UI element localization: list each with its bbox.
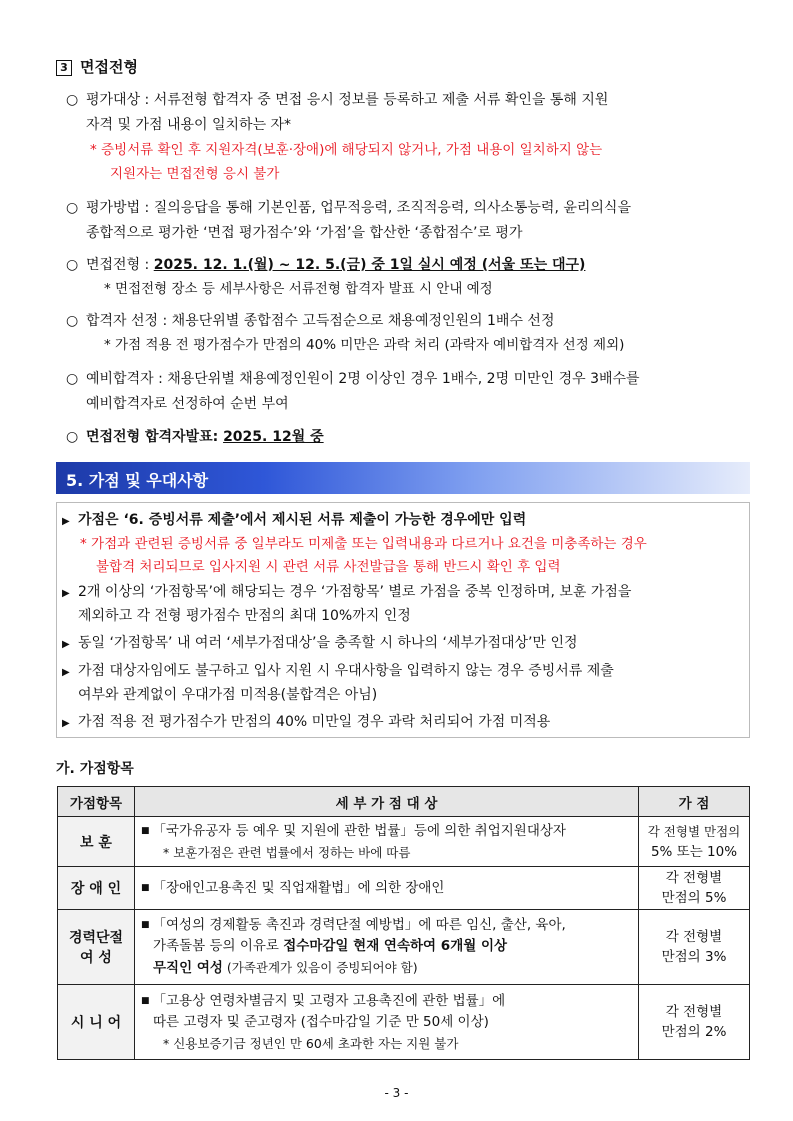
- rule-item: ▶ 가점 적용 전 평가점수가 만점의 40% 미만일 경우 과락 처리되어 가점 미적용: [62, 714, 551, 730]
- category-cell: 시 니 어: [58, 985, 135, 1060]
- list-item: ○ 평가대상 : 서류전형 합격자 중 면접 응시 정보를 등록하고 제출 서류 확인을 통해 지원: [66, 92, 609, 108]
- list-item: ○ 면접전형 합격자발표: 2025. 12월 중: [66, 429, 324, 445]
- category-cell: 경력단절 여 성: [58, 910, 135, 985]
- subsection-title: 가. 가점항목: [56, 761, 134, 777]
- list-item-cont: 자격 및 가점 내용이 일치하는 자*: [86, 117, 292, 133]
- list-item: ○ 평가방법 : 질의응답을 통해 기본인품, 업무적응력, 조직적응력, 의사소통능력, 윤리의식을: [66, 200, 631, 216]
- detail-cell: ■ 「장애인고용촉진 및 직업재활법」에 의한 장애인: [135, 867, 639, 910]
- list-item: ○ 합격자 선정 : 채용단위별 종합점수 고득점순으로 채용예정인원의 1배수 선정: [66, 313, 555, 329]
- points-cell: 각 전형별 만점의 5% 또는 10%: [639, 817, 750, 867]
- detail-cell: ■ 「고용상 연령차별금지 및 고령자 고용촉진에 관한 법률」에 따른 고령자 및 준고령자 (접수마감일 기준 만 50세 이상) * 신용보증기금 정년인 만 60세 초과한 자는 지원 불가: [135, 985, 639, 1060]
- section-number-box: 3: [56, 60, 72, 76]
- header-points: 가 점: [639, 787, 750, 817]
- note: * 가점 적용 전 평가점수가 만점의 40% 미만은 과락 처리 (과락자 예비합격자 선정 제외): [104, 337, 625, 353]
- table-header-row: [58, 787, 750, 817]
- rule-item: ▶ 가점 대상자임에도 불구하고 입사 지원 시 우대사항을 입력하지 않는 경우 증빙서류 제출: [62, 663, 614, 679]
- section-5-title: 5. 가점 및 우대사항: [66, 471, 209, 490]
- section-3-heading: [56, 56, 138, 77]
- page-number: - 3 -: [384, 1086, 409, 1100]
- header-detail: 세 부 가 점 대 상: [135, 787, 639, 817]
- table-row: [58, 985, 750, 1060]
- points-cell: 각 전형별 만점의 5%: [639, 867, 750, 910]
- rule-note: * 가점과 관련된 증빙서류 중 일부라도 미제출 또는 입력내용과 다르거나 요건을 미충족하는 경우: [80, 536, 647, 552]
- category-cell: 장 애 인: [58, 867, 135, 910]
- table-row: [58, 817, 750, 867]
- table-row: [58, 867, 750, 910]
- list-item-cont: 예비합격자로 선정하여 순번 부여: [86, 396, 289, 412]
- rule-item-cont: 제외하고 각 전형 평가점수 만점의 최대 10%까지 인정: [78, 608, 411, 624]
- interview-date: 2025. 12. 1.(월) ~ 12. 5.(금) 중 1일 실시 예정 (서울 또는 대구): [153, 257, 586, 273]
- table-row: [58, 910, 750, 985]
- rule-item: ▶ 동일 ‘가점항목’ 내 여러 ‘세부가점대상’을 충족할 시 하나의 ‘세부가점대상’만 인정: [62, 635, 578, 651]
- note-cont: 지원자는 면접전형 응시 불가: [110, 166, 280, 182]
- list-item: ○ 면접전형 : 2025. 12. 1.(월) ~ 12. 5.(금) 중 1일 실시 예정 (서울 또는 대구): [66, 257, 586, 273]
- points-cell: 각 전형별 만점의 2%: [639, 985, 750, 1060]
- section-5-banner: [56, 462, 750, 494]
- rule-item-cont: 여부와 관계없이 우대가점 미적용(불합격은 아님): [78, 687, 378, 703]
- category-cell: 보 훈: [58, 817, 135, 867]
- rule-item: ▶ 가점은 ‘6. 증빙서류 제출’에서 제시된 서류 제출이 가능한 경우에만 입력: [62, 512, 527, 528]
- list-item-cont: 종합적으로 평가한 ‘면접 평가점수’와 ‘가점’을 합산한 ‘종합점수’로 평가: [86, 225, 523, 241]
- note: * 증빙서류 확인 후 지원자격(보훈·장애)에 해당되지 않거나, 가점 내용이 일치하지 않는: [90, 142, 603, 158]
- rule-item: ▶ 2개 이상의 ‘가점항목’에 해당되는 경우 ‘가점항목’ 별로 가점을 중복 인정하며, 보훈 가점을: [62, 584, 632, 600]
- header-category: 가점항목: [58, 787, 135, 817]
- detail-cell: ■ 「국가유공자 등 예우 및 지원에 관한 법률」등에 의한 취업지원대상자 * 보훈가점은 관련 법률에서 정하는 바에 따름: [135, 817, 639, 867]
- points-cell: 각 전형별 만점의 3%: [639, 910, 750, 985]
- rule-note-cont: 불합격 처리되므로 입사지원 시 관련 서류 사전발급을 통해 반드시 확인 후 입력: [96, 559, 561, 575]
- section-3-title: 면접전형: [80, 58, 138, 76]
- note: * 면접전형 장소 등 세부사항은 서류전형 합격자 발표 시 안내 예정: [104, 281, 493, 297]
- bonus-table: [57, 786, 750, 1060]
- list-item: ○ 예비합격자 : 채용단위별 채용예정인원이 2명 이상인 경우 1배수, 2명 미만인 경우 3배수를: [66, 371, 640, 387]
- detail-cell: ■ 「여성의 경제활동 촉진과 경력단절 예방법」에 따른 임신, 출산, 육아, 가족돌봄 등의 이유로 접수마감일 현재 연속하여 6개월 이상 무직인 여성 (가족관계가 있음이 증빙되어야 함): [135, 910, 639, 985]
- announce-date: 2025. 12월 중: [223, 429, 324, 445]
